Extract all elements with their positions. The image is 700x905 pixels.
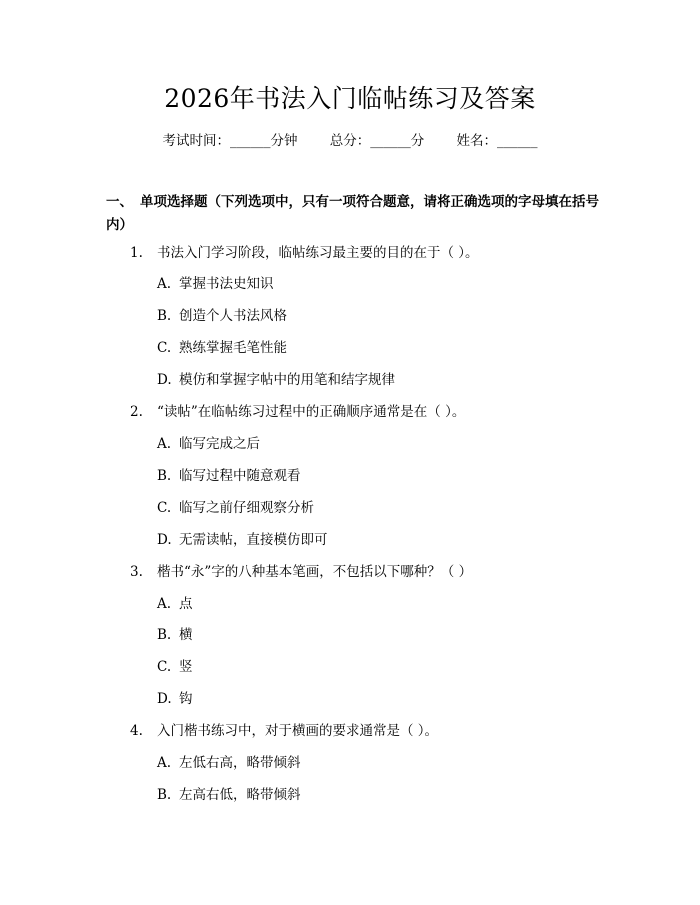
- option-letter: B.: [157, 468, 172, 484]
- question-3: [130, 562, 600, 582]
- option-letter: A.: [157, 596, 172, 612]
- total-score-field: 总分：______分: [329, 133, 425, 149]
- option-text: 模仿和掌握字帖中的用笔和结字规律: [179, 372, 395, 388]
- question-3-option-a: [157, 594, 597, 614]
- option-text: 左低右高，略带倾斜: [179, 755, 301, 771]
- question-number: 1.: [130, 245, 143, 261]
- question-3-option-c: [157, 657, 597, 677]
- question-1: [130, 243, 600, 263]
- question-number: 2.: [130, 404, 143, 420]
- option-text: 创造个人书法风格: [179, 308, 287, 324]
- question-text: 书法入门学习阶段，临帖练习最主要的目的在于（ ）。: [157, 245, 479, 261]
- question-number: 4.: [130, 723, 143, 739]
- option-letter: D.: [157, 532, 172, 548]
- option-letter: A.: [157, 276, 172, 292]
- option-text: 临写之前仔细观察分析: [179, 500, 314, 516]
- option-letter: D.: [157, 691, 172, 707]
- option-text: 左高右低，略带倾斜: [179, 787, 301, 803]
- question-2-option-d: [157, 530, 597, 550]
- option-letter: B.: [157, 787, 172, 803]
- question-number: 3.: [130, 564, 143, 580]
- exam-info-line: [0, 131, 700, 151]
- question-1-option-c: [157, 338, 597, 358]
- question-2-option-a: [157, 434, 597, 454]
- section-number: 一、: [106, 194, 133, 210]
- option-text: 点: [179, 596, 193, 612]
- question-4: [130, 721, 600, 741]
- question-1-option-b: [157, 306, 597, 326]
- student-name-field: 姓名：______: [456, 133, 538, 149]
- question-1-option-d: [157, 370, 597, 390]
- option-letter: B.: [157, 308, 172, 324]
- option-text: 横: [179, 627, 193, 643]
- question-4-option-b: [157, 785, 597, 805]
- option-text: 竖: [179, 659, 193, 675]
- option-text: 临写过程中随意观看: [179, 468, 301, 484]
- question-1-option-a: [157, 274, 597, 294]
- option-letter: C.: [157, 659, 172, 675]
- section-title: 单项选择题（下列选项中，只有一项符合题意，请将正确选项的字母填在括号内）: [106, 194, 599, 233]
- question-2-option-b: [157, 466, 597, 486]
- option-letter: C.: [157, 340, 172, 356]
- question-text: 入门楷书练习中，对于横画的要求通常是（ ）。: [157, 723, 439, 739]
- option-letter: B.: [157, 627, 172, 643]
- option-text: 无需读帖，直接模仿即可: [179, 532, 328, 548]
- question-text: 楷书“永”字的八种基本笔画，不包括以下哪种？（ ）: [157, 564, 473, 580]
- option-letter: D.: [157, 372, 172, 388]
- option-text: 掌握书法史知识: [179, 276, 274, 292]
- option-letter: C.: [157, 500, 172, 516]
- option-text: 钩: [179, 691, 193, 707]
- question-2: [130, 402, 600, 422]
- question-4-option-a: [157, 753, 597, 773]
- option-letter: A.: [157, 436, 172, 452]
- option-letter: A.: [157, 755, 172, 771]
- question-text: “读帖”在临帖练习过程中的正确顺序通常是在（ ）。: [157, 404, 466, 420]
- document-title: 2026年书法入门临帖练习及答案: [164, 84, 536, 113]
- question-3-option-b: [157, 625, 597, 645]
- option-text: 临写完成之后: [179, 436, 260, 452]
- option-text: 熟练掌握毛笔性能: [179, 340, 287, 356]
- section-heading: [106, 191, 606, 237]
- question-3-option-d: [157, 689, 597, 709]
- question-2-option-c: [157, 498, 597, 518]
- exam-time-field: 考试时间：______分钟: [162, 133, 298, 149]
